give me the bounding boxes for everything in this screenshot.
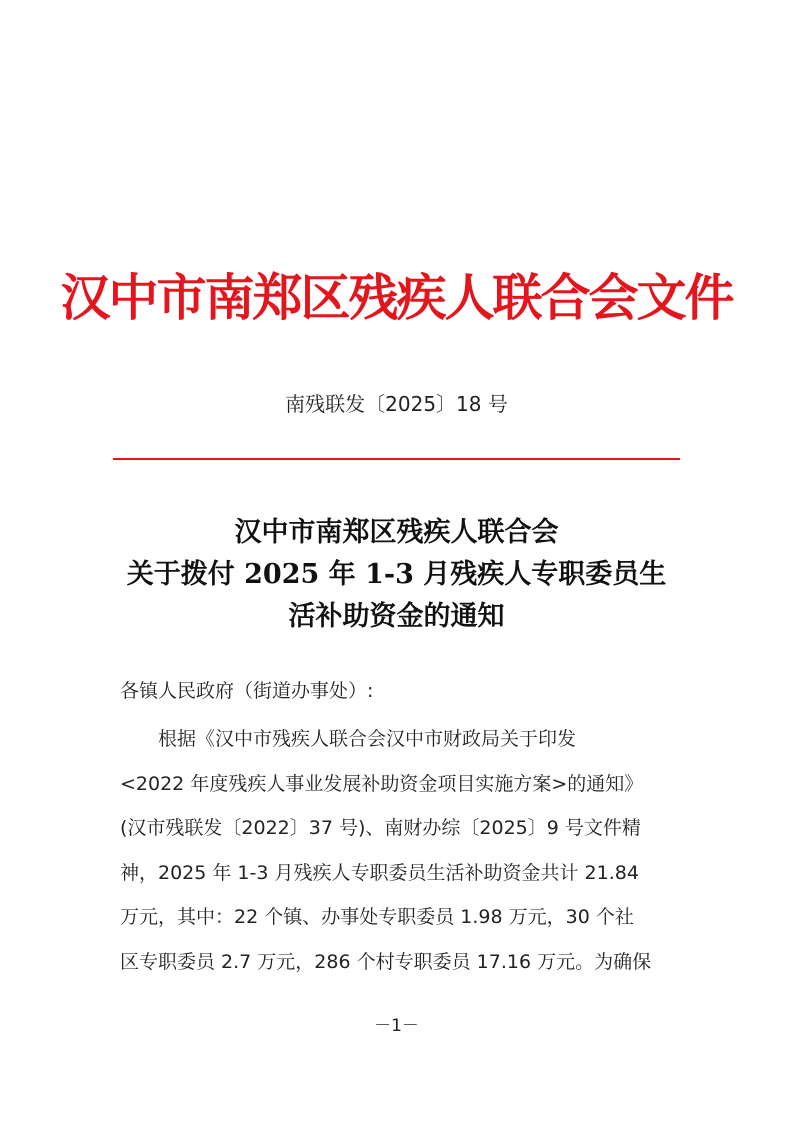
page-number: －1－ (374, 1016, 419, 1036)
body-line: (汉市残联发〔2022〕37 号)、南财办综〔2025〕9 号文件精 (120, 817, 641, 839)
body-paragraph (120, 717, 682, 984)
notice-title (0, 512, 793, 638)
body-line: 神，2025 年 1-3 月残疾人专职委员生活补助资金共计 21.84 (120, 861, 639, 884)
notice-title-line-1: 汉中市南郑区残疾人联合会 (234, 517, 559, 548)
body-line: 万元，其中：22 个镇、办事处专职委员 1.98 万元，30 个社 (120, 906, 634, 928)
document-header-title: 汉中市南郑区残疾人联合会文件 (60, 268, 733, 327)
body-line: 根据《汉中市残疾人联合会汉中市财政局关于印发 (158, 728, 577, 750)
notice-title-line-2: 关于拨付 2025 年 1-3 月残疾人专职委员生 (126, 559, 667, 590)
salutation: 各镇人民政府（街道办事处）: (120, 680, 374, 702)
notice-title-line-3: 活补助资金的通知 (288, 601, 505, 632)
body-line: 区专职委员 2.7 万元，286 个村专职委员 17.16 万元。为确保 (120, 950, 652, 973)
body-line: <2022 年度残疾人事业发展补助资金项目实施方案>的通知》 (120, 772, 644, 795)
header-divider-rule (113, 458, 680, 460)
document-number: 南残联发〔2025〕18 号 (285, 392, 508, 416)
